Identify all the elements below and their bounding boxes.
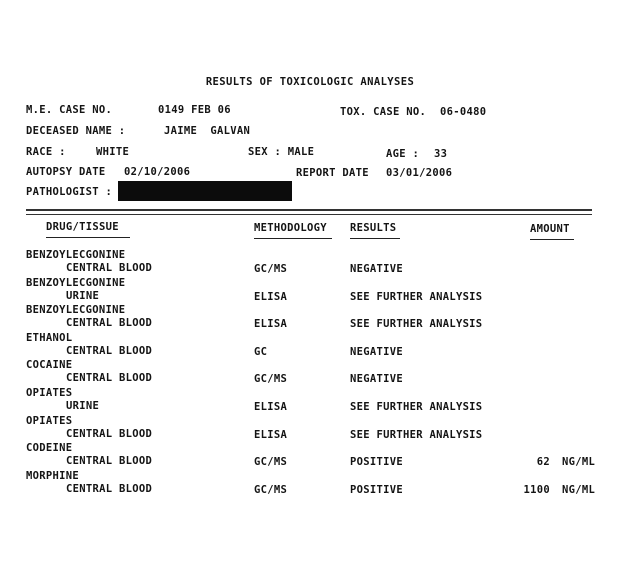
tox-case-value: 06-0480: [440, 106, 487, 118]
amount-value: 62: [536, 456, 550, 469]
methodology-value: ELISA: [254, 318, 288, 331]
amount-unit: NG/ML: [562, 483, 596, 496]
tissue-name: CENTRAL BLOOD: [66, 482, 153, 495]
column-header-amount: AMOUNT: [530, 223, 570, 235]
sex-field: SEX : MALE: [248, 146, 315, 158]
drug-name: OPIATES: [26, 387, 73, 399]
result-value: NEGATIVE: [350, 345, 403, 358]
drug-name: COCAINE: [26, 359, 73, 372]
result-value: SEE FURTHER ANALYSIS: [350, 401, 483, 413]
tox-case-label: TOX. CASE NO.: [340, 106, 427, 118]
drug-name: MORPHINE: [26, 469, 79, 482]
me-case-label: M.E. CASE NO.: [26, 104, 113, 116]
report-date-label: REPORT DATE: [296, 167, 369, 179]
deceased-name-value: JAIME GALVAN: [164, 125, 251, 137]
methodology-value: GC/MS: [254, 483, 288, 496]
header-divider-top: [26, 209, 592, 211]
column-header-drug-tissue: DRUG/TISSUE: [46, 221, 119, 233]
column-underline-results: [350, 238, 400, 239]
report-title: RESULTS OF TOXICOLOGIC ANALYSES: [205, 76, 415, 88]
result-value: SEE FURTHER ANALYSIS: [350, 318, 483, 331]
redaction-bar: [118, 181, 292, 201]
tissue-name: CENTRAL BLOOD: [66, 262, 153, 274]
age-label: AGE :: [386, 148, 420, 160]
tissue-name: CENTRAL BLOOD: [66, 372, 153, 385]
result-value: SEE FURTHER ANALYSIS: [350, 290, 483, 303]
methodology-value: ELISA: [254, 290, 288, 303]
drug-name: ETHANOL: [26, 331, 73, 344]
autopsy-date-label: AUTOPSY DATE: [26, 166, 106, 178]
tissue-name: URINE: [66, 400, 100, 412]
methodology-value: GC/MS: [254, 263, 288, 275]
tissue-name: CENTRAL BLOOD: [66, 427, 153, 440]
column-underline-methodology: [254, 238, 332, 239]
autopsy-date-value: 02/10/2006: [124, 166, 191, 178]
header-divider-bottom: [26, 214, 592, 215]
result-value: NEGATIVE: [350, 373, 403, 386]
result-value: POSITIVE: [350, 456, 403, 469]
drug-name: BENZOYLECGONINE: [26, 304, 126, 317]
methodology-value: GC/MS: [254, 373, 288, 386]
drug-name: BENZOYLECGONINE: [26, 276, 126, 289]
tissue-name: CENTRAL BLOOD: [66, 344, 153, 357]
drug-name: BENZOYLECGONINE: [26, 249, 126, 261]
methodology-value: GC/MS: [254, 456, 288, 469]
report-date-value: 03/01/2006: [386, 167, 453, 179]
race-label: RACE :: [26, 146, 66, 158]
column-underline-amount: [530, 239, 574, 240]
methodology-value: ELISA: [254, 428, 288, 441]
me-case-value: 0149 FEB 06: [158, 104, 231, 116]
drug-name: CODEINE: [26, 442, 73, 455]
column-underline-drug: [46, 237, 130, 238]
column-header-methodology: METHODOLOGY: [254, 222, 327, 234]
amount-unit: NG/ML: [562, 456, 596, 469]
column-header-results: RESULTS: [350, 222, 397, 234]
result-value: POSITIVE: [350, 483, 403, 496]
age-value: 33: [434, 148, 448, 160]
methodology-value: ELISA: [254, 401, 288, 413]
race-value: WHITE: [96, 146, 130, 158]
pathologist-label: PATHOLOGIST :: [26, 186, 113, 198]
result-value: SEE FURTHER ANALYSIS: [350, 428, 483, 441]
tissue-name: CENTRAL BLOOD: [66, 317, 153, 330]
drug-name: OPIATES: [26, 414, 73, 427]
amount-value: 1100: [523, 483, 550, 496]
tissue-name: URINE: [66, 289, 100, 302]
tissue-name: CENTRAL BLOOD: [66, 455, 153, 468]
methodology-value: GC: [254, 345, 268, 358]
deceased-name-label: DECEASED NAME :: [26, 125, 126, 137]
result-value: NEGATIVE: [350, 263, 403, 275]
